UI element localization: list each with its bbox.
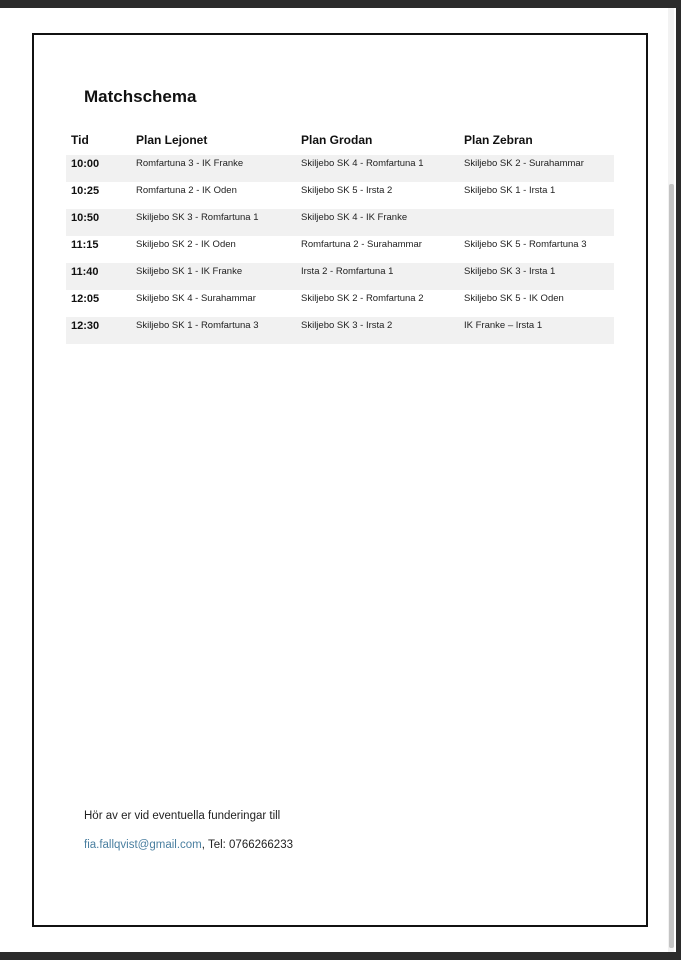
cell-plan-grodan: Irsta 2 - Romfartuna 1	[296, 263, 459, 290]
contact-note: Hör av er vid eventuella funderingar till	[84, 810, 281, 822]
cell-plan-lejonet: Skiljebo SK 3 - Romfartuna 1	[131, 209, 296, 236]
cell-time: 10:50	[66, 209, 131, 236]
table-row	[66, 209, 614, 236]
cell-plan-zebran: Skiljebo SK 1 - Irsta 1	[459, 182, 614, 209]
column-header-plan-lejonet: Plan Lejonet	[136, 133, 208, 147]
cell-plan-lejonet: Romfartuna 3 - IK Franke	[131, 155, 296, 182]
cell-plan-lejonet: Skiljebo SK 4 - Surahammar	[131, 290, 296, 317]
table-row	[66, 155, 614, 182]
table-row	[66, 236, 614, 263]
cell-plan-zebran: Skiljebo SK 2 - Surahammar	[459, 155, 614, 182]
cell-plan-grodan: Skiljebo SK 4 - Romfartuna 1	[296, 155, 459, 182]
table-row	[66, 182, 614, 209]
scrollbar-thumb[interactable]	[669, 184, 674, 948]
cell-plan-grodan: Skiljebo SK 5 - Irsta 2	[296, 182, 459, 209]
cell-plan-grodan: Skiljebo SK 4 - IK Franke	[296, 209, 459, 236]
cell-plan-grodan: Romfartuna 2 - Surahammar	[296, 236, 459, 263]
cell-plan-zebran: Skiljebo SK 5 - Romfartuna 3	[459, 236, 614, 263]
contact-details	[84, 839, 293, 851]
email-link[interactable]: fia.fallqvist@gmail.com	[84, 839, 202, 851]
cell-plan-grodan: Skiljebo SK 3 - Irsta 2	[296, 317, 459, 344]
cell-plan-zebran	[459, 209, 614, 236]
table-row	[66, 317, 614, 344]
cell-plan-zebran: Skiljebo SK 5 - IK Oden	[459, 290, 614, 317]
table-row	[66, 263, 614, 290]
cell-time: 10:00	[66, 155, 131, 182]
cell-plan-lejonet: Skiljebo SK 2 - IK Oden	[131, 236, 296, 263]
cell-plan-grodan: Skiljebo SK 2 - Romfartuna 2	[296, 290, 459, 317]
column-header-plan-zebran: Plan Zebran	[464, 133, 533, 147]
match-schedule-table	[66, 125, 614, 344]
cell-time: 10:25	[66, 182, 131, 209]
cell-time: 12:30	[66, 317, 131, 344]
cell-plan-lejonet: Skiljebo SK 1 - Romfartuna 3	[131, 317, 296, 344]
phone-text: , Tel: 0766266233	[201, 839, 293, 851]
page-title: Matchschema	[84, 87, 197, 106]
cell-time: 12:05	[66, 290, 131, 317]
cell-plan-lejonet: Romfartuna 2 - IK Oden	[131, 182, 296, 209]
cell-plan-zebran: Skiljebo SK 3 - Irsta 1	[459, 263, 614, 290]
table-row	[66, 290, 614, 317]
table-header-row	[66, 125, 614, 155]
cell-plan-lejonet: Skiljebo SK 1 - IK Franke	[131, 263, 296, 290]
cell-time: 11:15	[66, 236, 131, 263]
column-header-time: Tid	[71, 133, 89, 147]
column-header-plan-grodan: Plan Grodan	[301, 133, 373, 147]
cell-time: 11:40	[66, 263, 131, 290]
cell-plan-zebran: IK Franke – Irsta 1	[459, 317, 614, 344]
